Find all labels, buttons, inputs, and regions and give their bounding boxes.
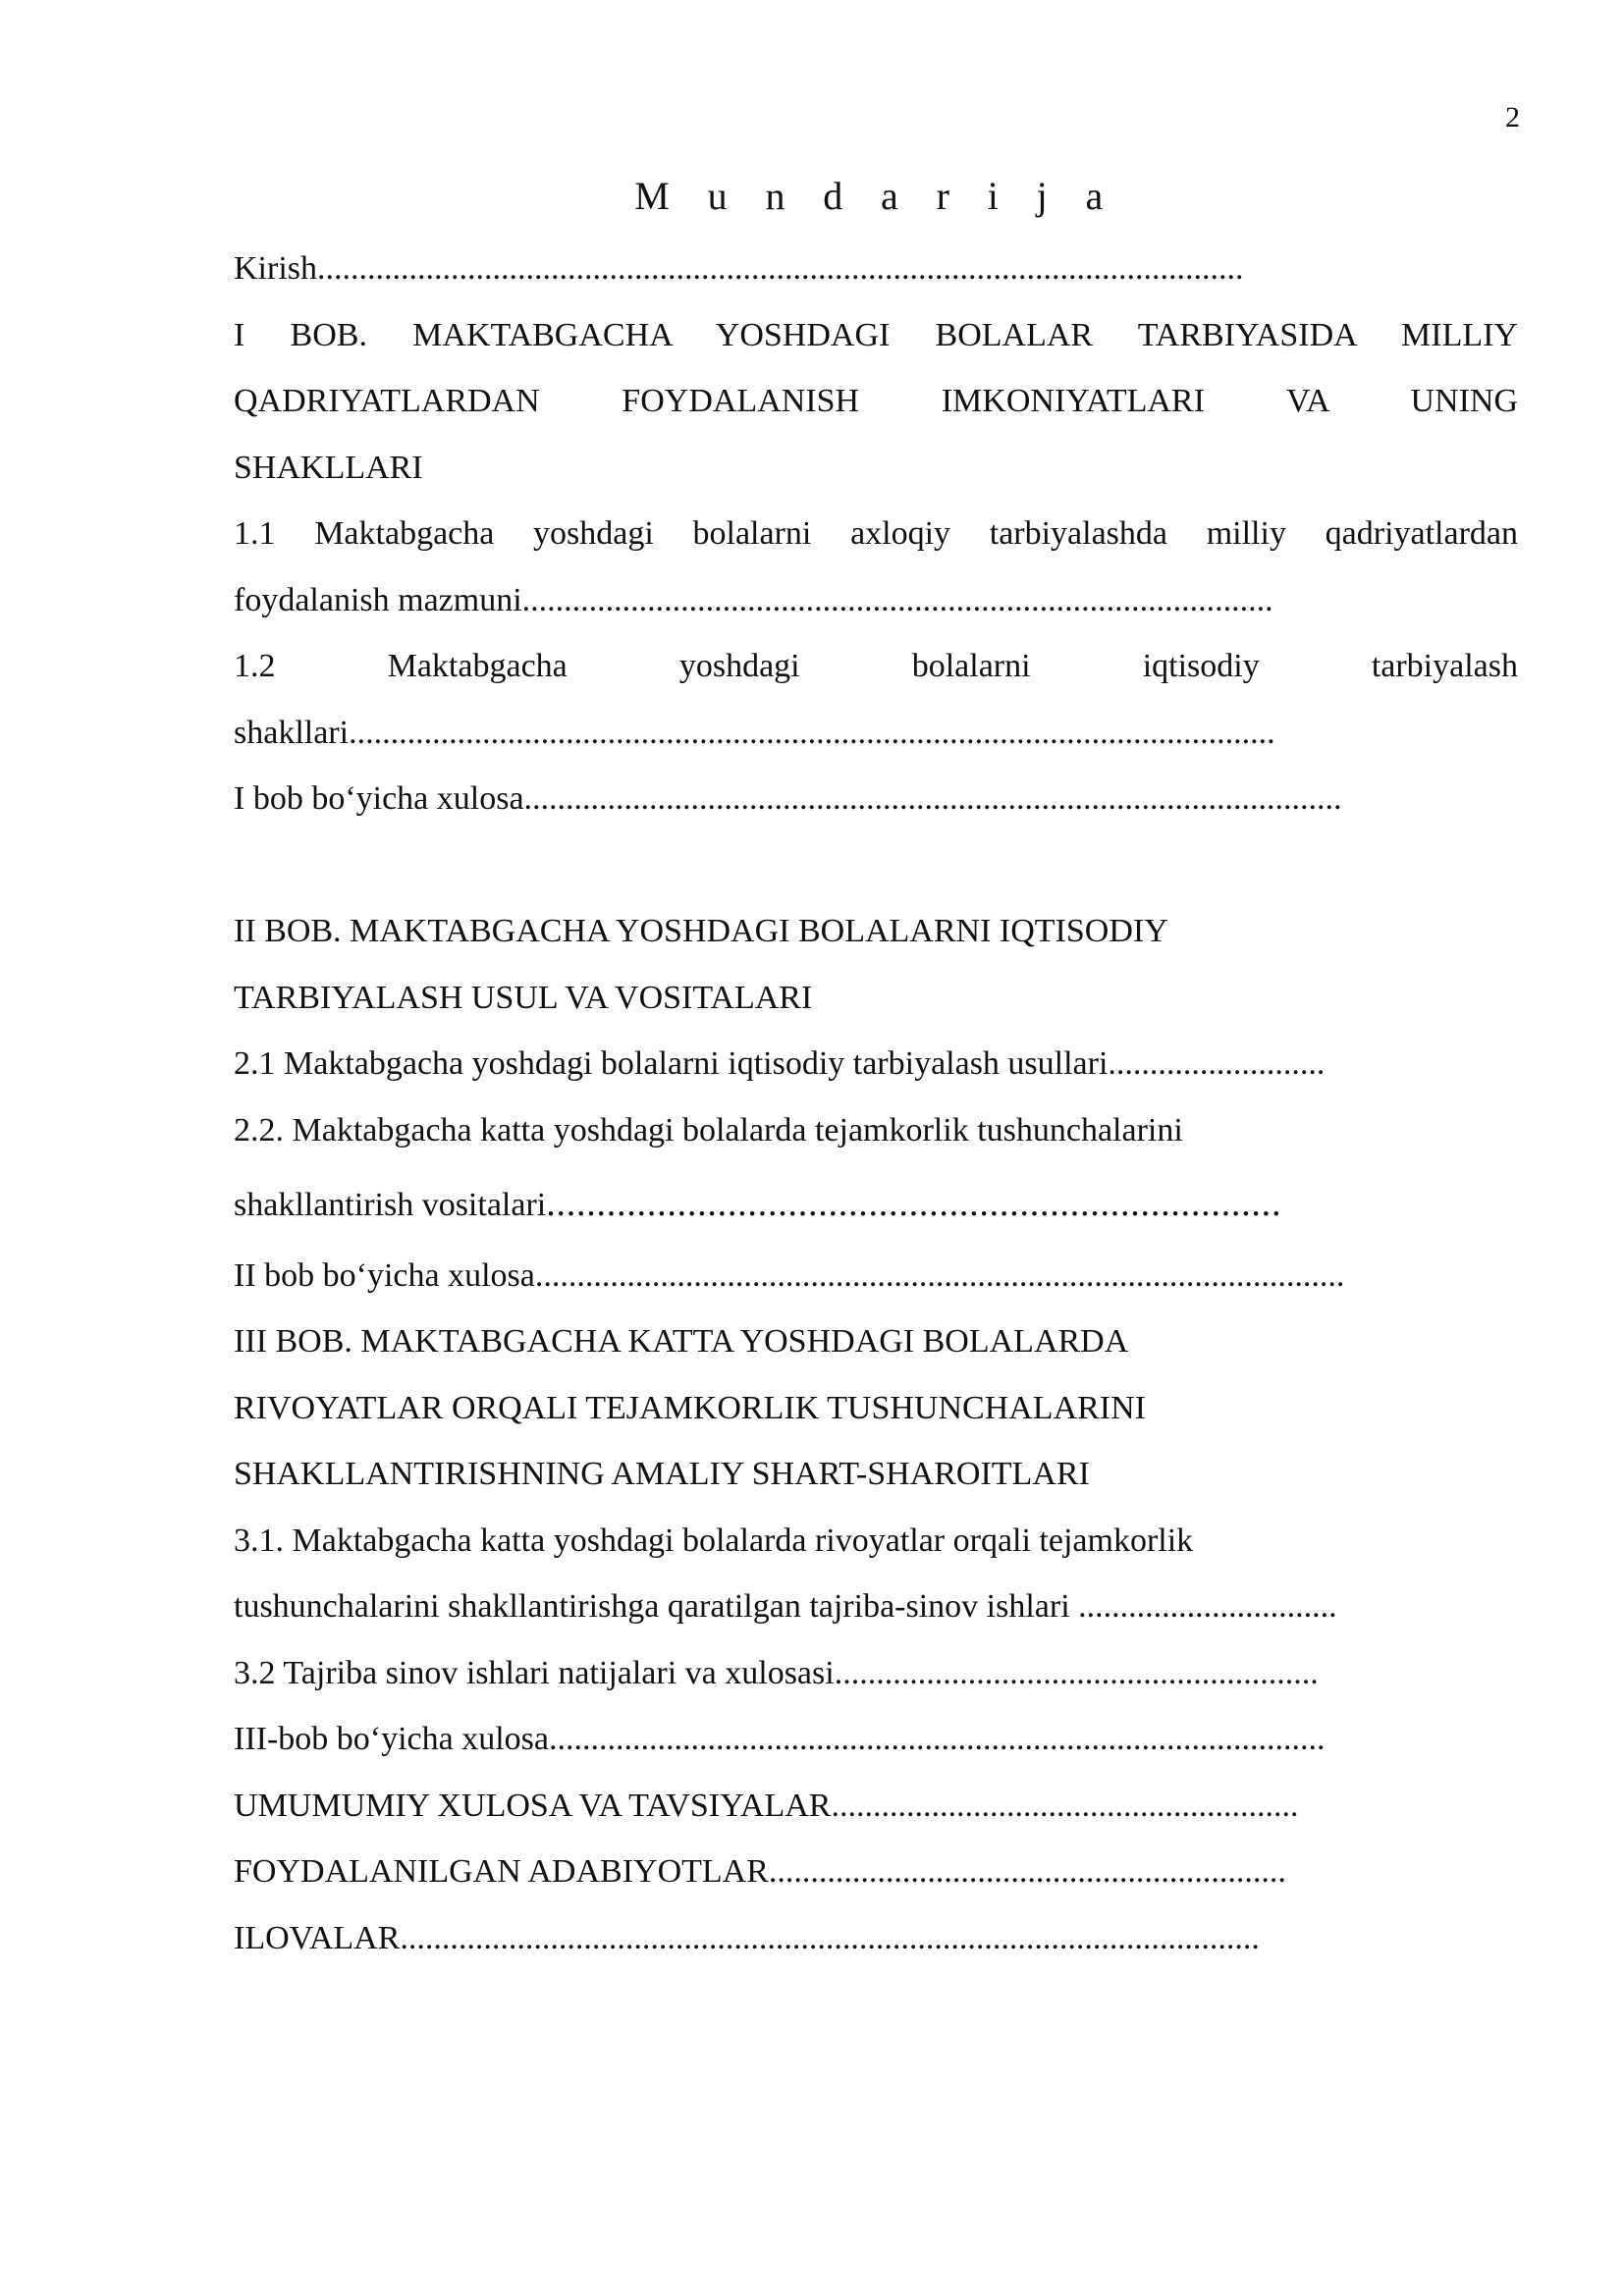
toc-section-3-1-line-1[interactable]: 3.1. Maktabgacha katta yoshdagi bolalarda rivoyatlar orqali tejamkorlik [234, 1522, 1194, 1559]
toc-appendices[interactable]: ILOVALAR....................................................................................................... [234, 1919, 1260, 1956]
toc-chapter-1-conclusion[interactable]: I bob bo‘yicha xulosa.................................................................................................. [234, 780, 1342, 817]
toc-section-1-2-line-2[interactable]: shakllari............................................................................................................... [234, 714, 1275, 751]
toc-chapter-2-heading-line-2[interactable]: TARBIYALASH USUL VA VOSITALARI [234, 979, 813, 1016]
toc-section-3-1-line-2[interactable]: tushunchalarini shakllantirishga qaratilgan tajriba-sinov ishlari ............................... [234, 1588, 1337, 1625]
page-title: M u n d a r i j a [634, 174, 1117, 218]
page-number: 2 [1505, 101, 1520, 133]
toc-chapter-1-heading-line-3[interactable]: SHAKLLARI [234, 449, 423, 486]
toc-chapter-1-heading-line-1[interactable]: I BOB. MAKTABGACHA YOSHDAGI BOLALAR TARBIYASIDA MILLIY [234, 316, 1518, 353]
toc-general-conclusion[interactable]: UMUMUMIY XULOSA VA TAVSIYALAR........................................................ [234, 1787, 1299, 1824]
toc-chapter-3-conclusion[interactable]: III-bob bo‘yicha xulosa............................................................................................. [234, 1721, 1326, 1757]
toc-section-1-2-line-1[interactable]: 1.2 Maktabgacha yoshdagi bolalarni iqtisodiy tarbiyalash [234, 648, 1518, 684]
toc-section-1-1-line-1[interactable]: 1.1 Maktabgacha yoshdagi bolalarni axloqiy tarbiyalashda milliy qadriyatlardan [234, 515, 1518, 552]
toc-chapter-2-heading-line-1[interactable]: II BOB. MAKTABGACHA YOSHDAGI BOLALARNI IQTISODIY [234, 913, 1168, 949]
toc-chapter-3-heading-line-2[interactable]: RIVOYATLAR ORQALI TEJAMKORLIK TUSHUNCHALARINI [234, 1389, 1147, 1426]
toc-references[interactable]: FOYDALANILGAN ADABIYOTLAR.............................................................. [234, 1853, 1286, 1890]
toc-section-2-2-line-2[interactable] [234, 1163, 1518, 1244]
toc-dot-leader: ......................................................................... [546, 1183, 1282, 1224]
toc-chapter-2-conclusion[interactable]: II bob bo‘yicha xulosa................................................................................................. [234, 1257, 1345, 1294]
toc-section-2-2-line-1[interactable]: 2.2. Maktabgacha katta yoshdagi bolalarda tejamkorlik tushunchalarini [234, 1111, 1183, 1148]
toc-section-2-1[interactable]: 2.1 Maktabgacha yoshdagi bolalarni iqtisodiy tarbiyalash usullari.......................... [234, 1045, 1326, 1082]
toc-entry-introduction[interactable]: Kirish............................................................................................................... [234, 250, 1244, 287]
toc-section-2-2-line-2-text: shakllantirish vositalari [234, 1187, 547, 1223]
toc-section-1-1-line-2[interactable]: foydalanish mazmuni.......................................................................................... [234, 581, 1273, 618]
toc-section-3-2[interactable]: 3.2 Tajriba sinov ishlari natijalari va xulosasi.......................................................... [234, 1654, 1319, 1691]
toc-chapter-3-heading-line-3[interactable]: SHAKLLANTIRISHNING AMALIY SHART-SHAROITLARI [234, 1456, 1090, 1492]
table-of-contents [234, 236, 1518, 1971]
toc-chapter-1-heading-line-2[interactable]: QADRIYATLARDAN FOYDALANISH IMKONIYATLARI VA UNING [234, 383, 1518, 419]
toc-blank-gap [234, 832, 1518, 899]
toc-chapter-3-heading-line-1[interactable]: III BOB. MAKTABGACHA KATTA YOSHDAGI BOLALARDA [234, 1323, 1129, 1360]
